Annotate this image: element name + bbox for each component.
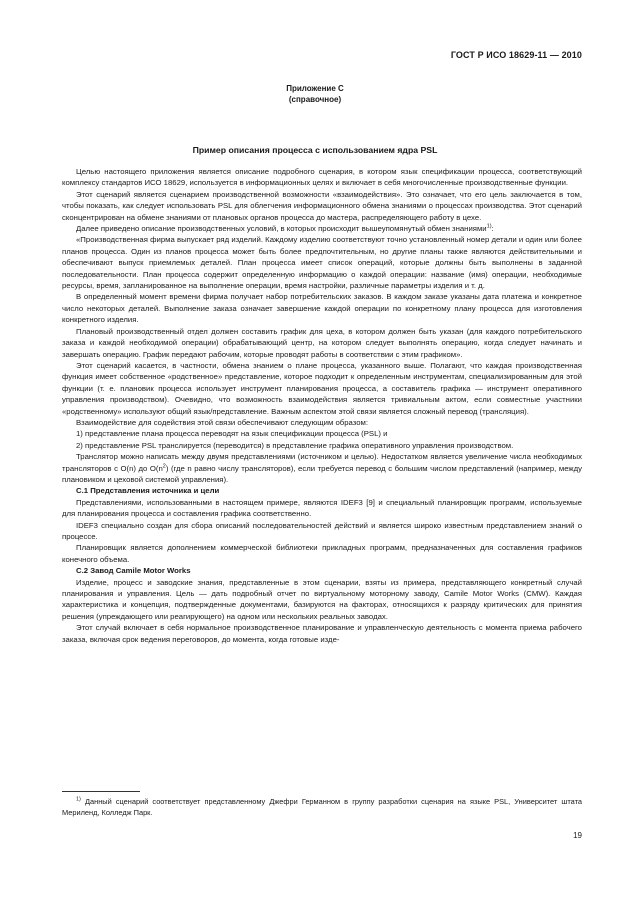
paragraph-text: Далее приведено описание производственных условий, в которых происходит вышеупомянутый обмен знаниями <box>76 224 487 234</box>
paragraph: Планировщик является дополнением коммерческой библиотеки прикладных программ, предназначенных для составления графиков конечного объема. <box>62 543 582 564</box>
paragraph: Этот сценарий касается, в частности, обмена знанием о плане процесса, указанного выше. Полагают, что каждая производственная функция имеет собственное «родственное» представление, которое подходит к определенным инструментам, специализированным для этой функции (т. е. плановик процесса использует инструмент планирования процесса, а составитель графика — инструмент оперативного управления производством). Очевидно, что возможность взаимодействия является тривиальным актом, если совместные участники «родственному» используют общий язык/представление. Важным аспектом этой связи является сложный перевод (трансляция). <box>62 360 582 416</box>
paragraph: «Производственная фирма выпускает ряд изделий. Каждому изделию соответствуют точно установленный номер детали и один или более планов процесса. Один из планов процесса может быть более предпочтительным, но другие планы также являются действительными и обеспечивают выпуск приемлемых деталей. План процесса имеет список операций, которые должны быть выполнены в заданной последовательности. План процесса содержит определенную информацию о каждой операции: название (имя) операции, необходимые ресурсы, время, запланированное на выполнение операции, время настройки, различные параметры изделия и т. д. <box>62 235 582 291</box>
page-number: 19 <box>573 831 582 840</box>
footnote <box>62 796 582 818</box>
superscript: 2 <box>162 462 166 469</box>
paragraph <box>62 223 582 234</box>
paragraph: Этот сценарий является сценарием производственной возможности «взаимодействия». Это означает, что его цель заключается в том, чтобы показать, как следует использовать PSL для облегчения информационного обмена знаниями о процессах производства. Этот сценарий сконцентрирован на обмене знаниями от плановых органов процесса до мастера, распределяющего работу в цехе. <box>62 189 582 222</box>
list-item: 1) представление плана процесса переводят на язык спецификации процесса (PSL) и <box>76 429 388 439</box>
paragraph: Изделие, процесс и заводские знания, представленные в этом сценарии, взяты из примера, представляющего конкретный случай планирования и управления. Цель — дать подробный отчет по виртуальному моторному заводу, Camile Motor Works (CMW). Каждая характеристика и концепция, подтвержденные документами, базируются на факторах, относящихся к разряду критических для принятия решения (упреждающего или реагирующего) на одном или нескольких реальных заводах. <box>62 577 582 621</box>
footnote-text: Данный сценарий соответствует представленному Джефри Германном в группу разработки сценария на языке PSL, Университет штата Мериленд, Колледж Парк. <box>62 797 582 817</box>
paragraph: Целью настоящего приложения является описание подробного сценария, в котором язык спецификации процесса, соответствующий комплексу стандартов ИСО 18629, используется в информационных целях и включает в себя многочисленные производственные функции. <box>62 167 582 188</box>
punctuation: : <box>491 224 494 234</box>
paragraph: В определенный момент времени фирма получает набор потребительских заказов. В каждом заказе указаны дата платежа и конкретное число некоторых деталей. Выполнение заказа означает завершение каждой операции по конкретному плану процесса для изготовления конкретного изделия. <box>62 292 582 325</box>
list-item: 2) представление PSL транслируется (переводится) в представление графика оперативного управления производством. <box>76 440 514 450</box>
footnote-mark: 1) <box>76 796 81 803</box>
document-header: ГОСТ Р ИСО 18629-11 — 2010 <box>450 50 582 60</box>
document-body <box>62 166 582 645</box>
section-heading-c1: С.1 Представления источника и цели <box>76 486 220 496</box>
paragraph: Плановый производственный отдел должен составить график для цеха, в котором должен быть указан (для каждого потребительского заказа и каждой необходимой операции) обрабатывающий центр, на котором следует выполнять операцию, когда следует начинать и завершать операцию. График передают рабочим, которые проводят работы в соответствии с этим графиком». <box>62 326 582 359</box>
footnote-divider <box>62 791 140 792</box>
page-title: Пример описания процесса с использованием ядра PSL <box>192 145 438 155</box>
annex-type: (справочное) <box>288 95 342 104</box>
footnote-reference: 1) <box>486 223 492 230</box>
annex-label: Приложение С <box>286 84 344 93</box>
paragraph-text: Транслятор можно написать между двумя представлениями (источником и целью). Недостатком является увеличение числа необходимых трансляторов с O(n) до O(n <box>62 452 582 473</box>
annex-heading <box>0 83 630 105</box>
paragraph: Представлениями, использованными в настоящем примере, являются IDEF3 [9] и специальный планировщик программ, используемые для планирования процесса и составления графика соответственно. <box>62 497 582 519</box>
section-heading-c2: С.2 Завод Camile Motor Works <box>76 566 191 576</box>
paragraph: IDEF3 специально создан для сбора описаний последовательностей действий и является широко известным представлением знаний о процессе. <box>62 520 582 541</box>
paragraph: Взаимодействие для содействия этой связи обеспечивают следующим образом: <box>76 417 369 427</box>
paragraph-text: ) (где n равно числу трансляторов), если требуется перевод с большим числом представлений (например, между плановиком и цеховой системой управления). <box>62 463 582 484</box>
paragraph <box>62 451 582 485</box>
paragraph: Этот случай включает в себя нормальное производственное планирование и управленческую деятельность с момента приема рабочего заказа, включая срок ведения переговоров, до момента, когда готовые изде- <box>62 623 582 644</box>
